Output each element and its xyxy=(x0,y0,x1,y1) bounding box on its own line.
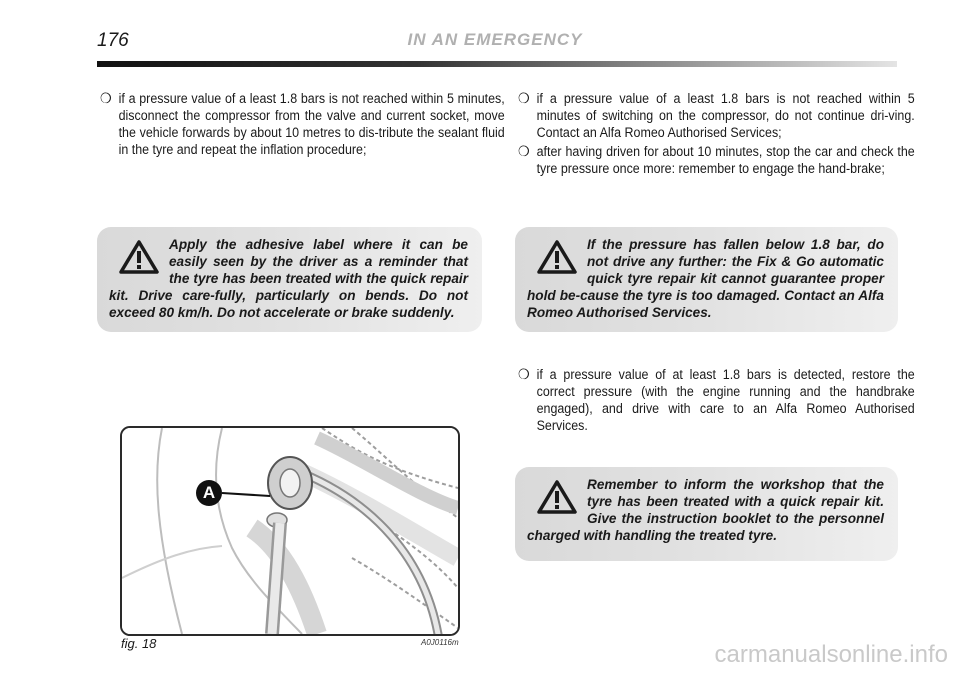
bullet-text: if a pressure value of at least 1.8 bars is detected, restore the correct pressure (with the engine running and the handbrake engaged), and drive with care to an Alfa Romeo Authorised Services. xyxy=(536,367,915,433)
list-item xyxy=(518,143,915,177)
section-title: IN AN EMERGENCY xyxy=(407,30,583,49)
warning-text: Remember to inform the workshop that the tyre has been treated with a quick repair kit. Give the instruction booklet to the personnel charged with handling the treated tyre. xyxy=(527,477,884,543)
warning-triangle-icon xyxy=(537,479,577,515)
figure-code: A0J0116m xyxy=(421,638,459,647)
bullet-icon: ❍ xyxy=(518,143,530,159)
warning-box xyxy=(515,227,898,332)
right-column-top xyxy=(518,90,915,179)
left-column xyxy=(100,90,505,160)
warning-triangle-icon xyxy=(537,239,577,275)
list-item xyxy=(518,90,915,141)
warning-text: Apply the adhesive label where it can be easily seen by the driver as a reminder that the tyre has been treated with the quick repair kit. Drive care-fully, particularly on bends. Do not exceed 80 km/h. Do not accelerate or brake suddenly. xyxy=(109,237,468,320)
right-column-bottom xyxy=(518,366,915,436)
bullet-text: if a pressure value of a least 1.8 bars is not reached within 5 minutes of switching on the compressor, do not continue dri-ving. Contact an Alfa Romeo Authorised Services; xyxy=(536,91,915,140)
tyre-valve-illustration xyxy=(122,428,458,634)
list-item xyxy=(518,366,915,434)
bullet-icon: ❍ xyxy=(518,366,530,382)
bullet-text: if a pressure value of a least 1.8 bars is not reached within 5 minutes, disconnect the compressor from the valve and current socket, move the vehicle forwards by about 10 metres to dis-tribute the sealant fluid in the tyre and repeat the inflation procedure; xyxy=(118,91,505,157)
bullet-text: after having driven for about 10 minutes, stop the car and check the tyre pressure once more: remember to engage the hand-brake; xyxy=(536,144,915,176)
list-item xyxy=(100,90,505,158)
warning-box xyxy=(515,467,898,561)
bullet-icon: ❍ xyxy=(518,90,530,106)
figure-illustration xyxy=(120,426,460,636)
warning-box xyxy=(97,227,482,332)
bullet-icon: ❍ xyxy=(100,90,112,106)
header-rule xyxy=(97,61,897,67)
warning-triangle-icon xyxy=(119,239,159,275)
figure-caption: fig. 18 xyxy=(121,636,157,651)
callout-label: A xyxy=(196,480,222,506)
warning-text: If the pressure has fallen below 1.8 bar, do not drive any further: the Fix & Go automatic quick tyre repair kit cannot guarantee proper hold be-cause the tyre is too damaged. Contact an Alfa Romeo Authorised Services. xyxy=(527,237,884,320)
watermark: carmanualsonline.info xyxy=(714,641,948,668)
page-number: 176 xyxy=(97,30,129,51)
